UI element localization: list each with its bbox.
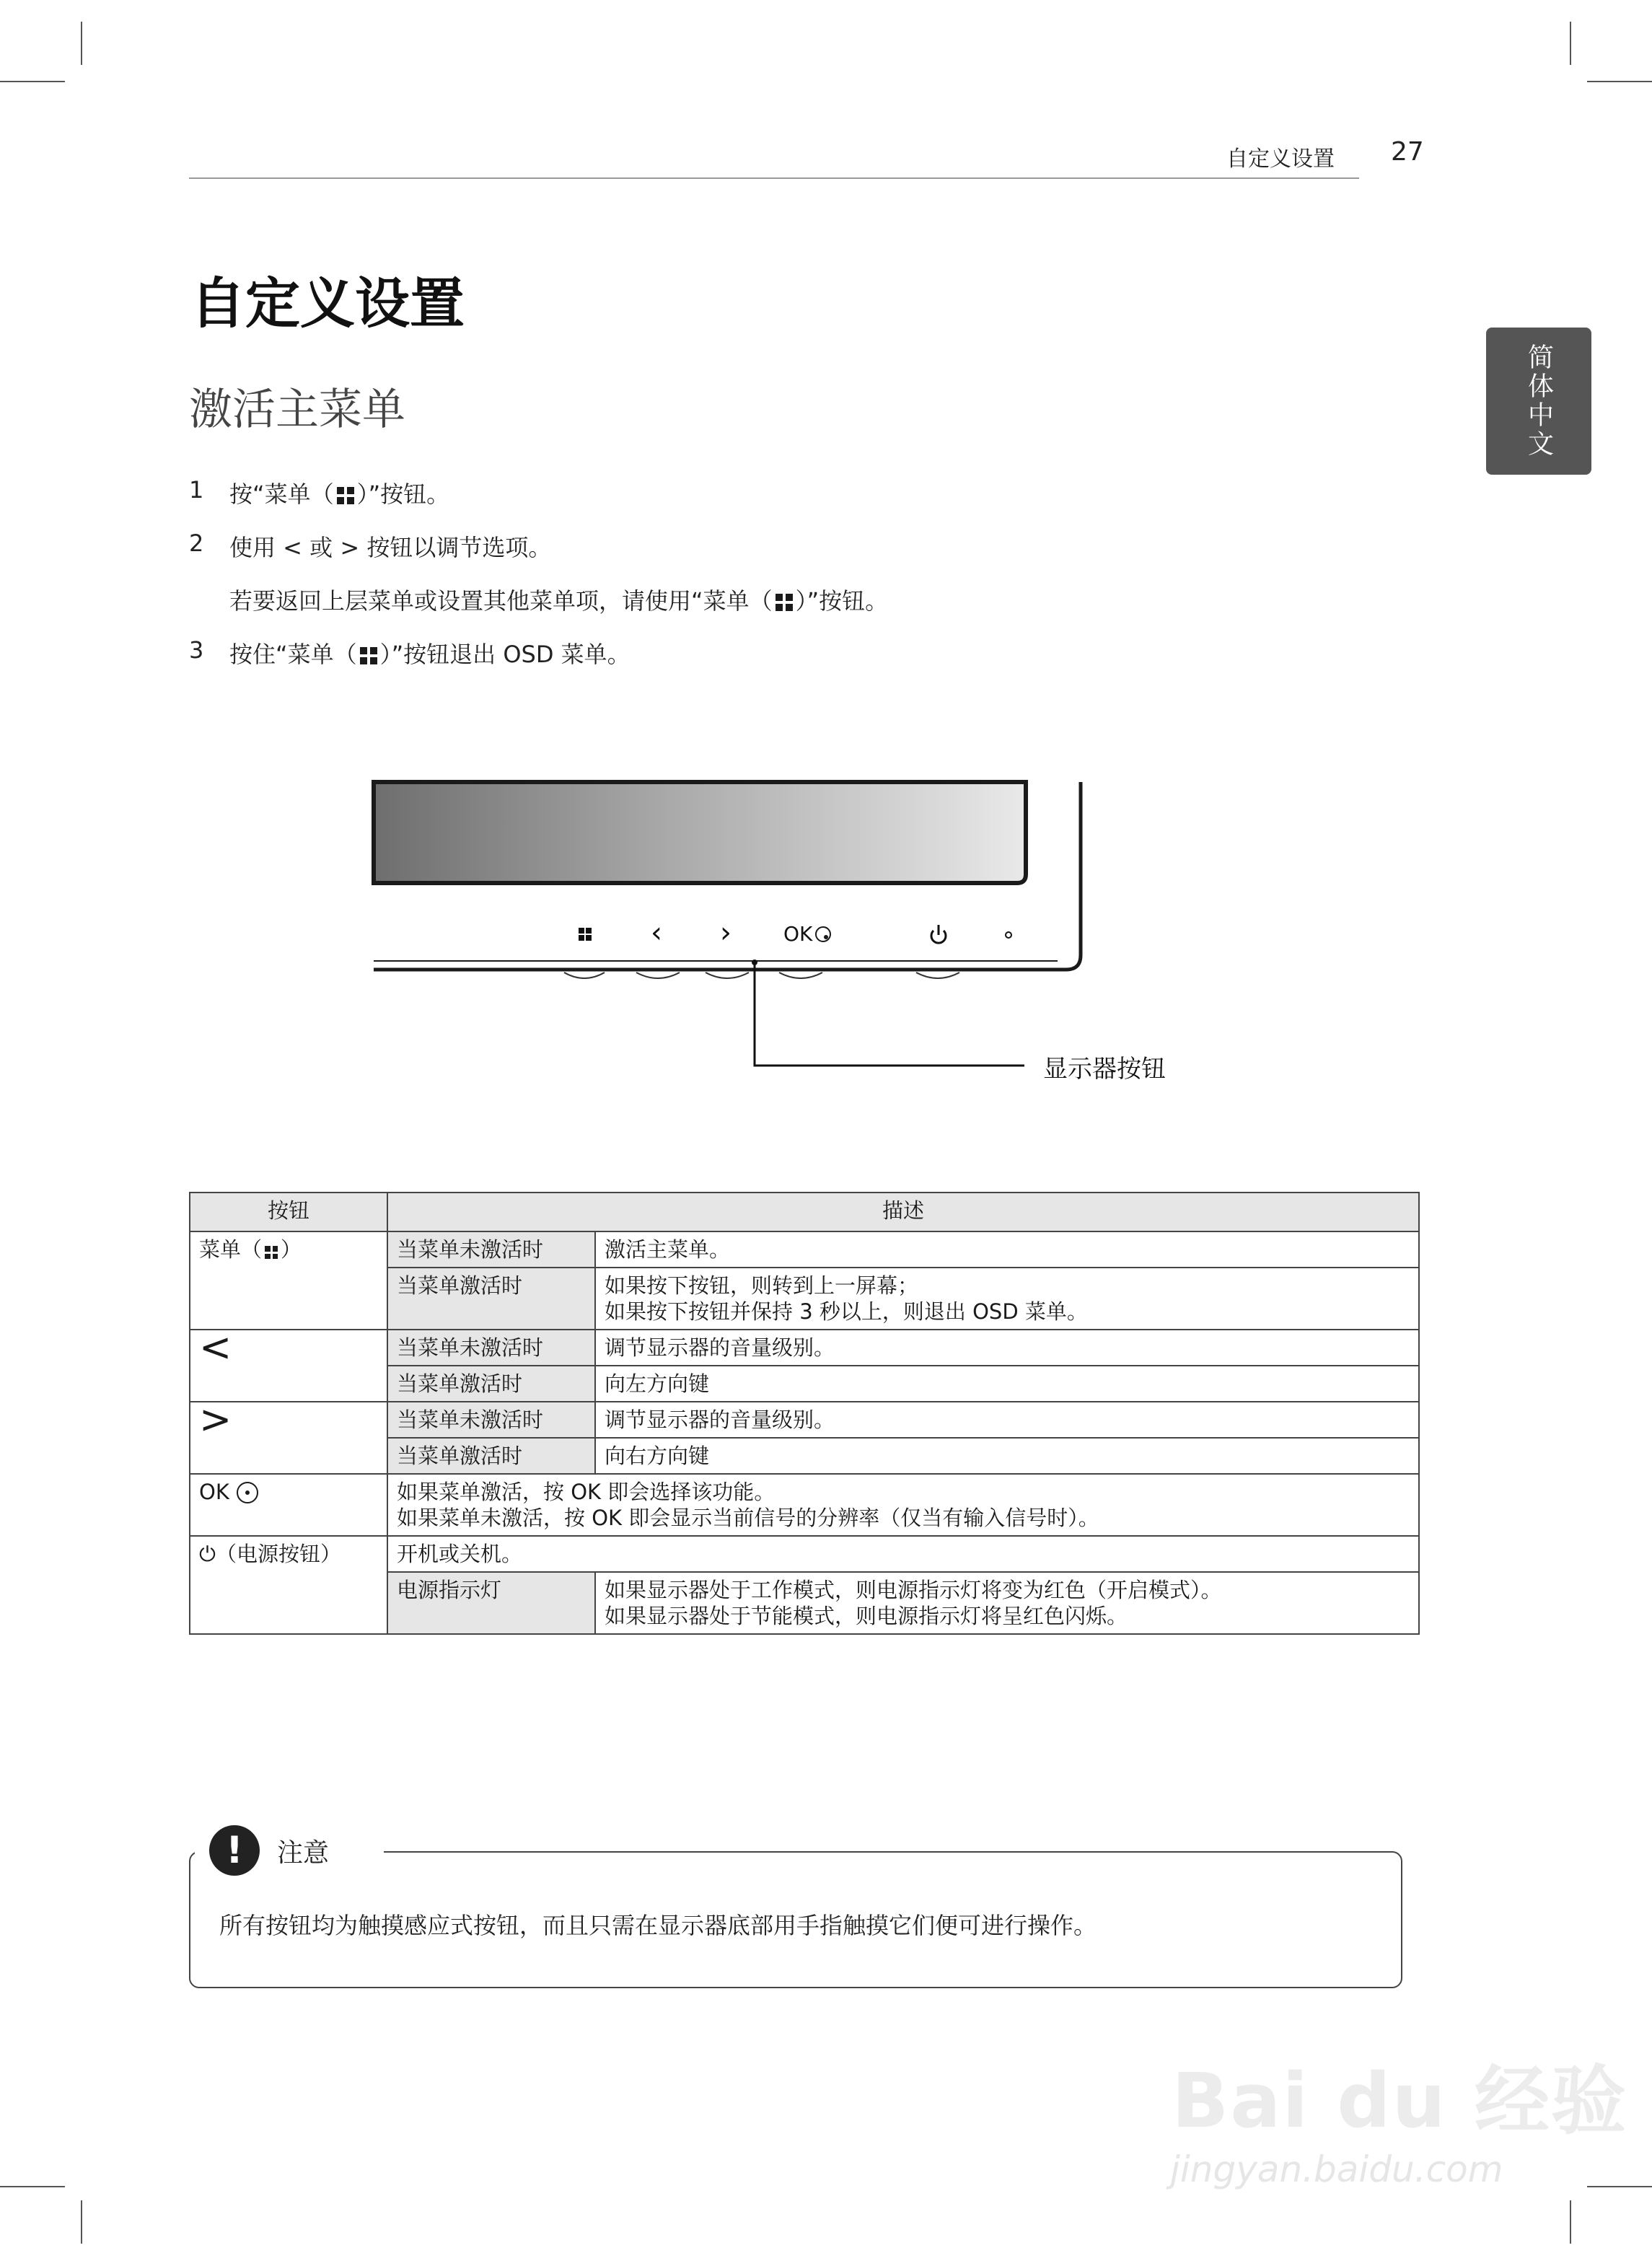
description-cell: 向右方向键 bbox=[595, 1438, 1419, 1474]
page-number: 27 bbox=[1391, 137, 1424, 167]
step-number: 1 bbox=[189, 476, 204, 504]
description-cell bbox=[595, 1268, 1419, 1330]
running-header: 自定义设置 bbox=[1226, 146, 1335, 172]
step-text-before: 若要返回上层菜单或设置其他菜单项，请使用“菜单（ bbox=[229, 587, 773, 615]
power-led bbox=[1006, 932, 1011, 938]
description-line: 如果显示器处于节能模式，则电源指示灯将呈红色闪烁。 bbox=[605, 1604, 1128, 1628]
step-text-before: 按住“菜单（ bbox=[229, 641, 357, 668]
button-table bbox=[189, 1192, 1420, 1635]
step-number: 2 bbox=[189, 530, 204, 557]
watermark-url: jingyan.baidu.com bbox=[1170, 2148, 1503, 2190]
description-line: 如果按下按钮并保持 3 秒以上，则退出 OSD 菜单。 bbox=[605, 1299, 1088, 1324]
menu-icon bbox=[360, 647, 377, 664]
step-text bbox=[229, 636, 631, 669]
menu-label: 菜单（ bbox=[199, 1237, 263, 1262]
condition-cell: 当菜单未激活时 bbox=[387, 1231, 595, 1268]
description-cell bbox=[595, 1572, 1419, 1634]
power-icon: ⏻ bbox=[199, 1542, 216, 1566]
menu-icon bbox=[337, 487, 354, 504]
description-line: 如果菜单未激活，按 OK 即会显示当前信号的分辨率（仅当有输入信号时）。 bbox=[397, 1506, 1099, 1530]
crop-mark bbox=[1587, 81, 1652, 82]
callout-label: 显示器按钮 bbox=[1043, 1055, 1166, 1084]
table-row bbox=[190, 1536, 1419, 1572]
step-text bbox=[229, 583, 888, 616]
crop-mark bbox=[1570, 22, 1571, 65]
table-header-row bbox=[190, 1193, 1419, 1231]
step-text-after: ）”按钮。 bbox=[356, 480, 450, 508]
description-line: 如果显示器处于工作模式，则电源指示灯将变为红色（开启模式）。 bbox=[605, 1578, 1222, 1602]
language-tab bbox=[1486, 328, 1591, 475]
right-arrow-icon: > bbox=[190, 1402, 387, 1474]
description-line: 如果按下按钮，则转到上一屏幕； bbox=[605, 1273, 919, 1298]
watermark-brand: Bai du 经验 bbox=[1172, 2057, 1627, 2145]
crop-mark bbox=[81, 2200, 82, 2244]
condition-cell: 当菜单激活时 bbox=[387, 1366, 595, 1402]
right-button-label: › bbox=[720, 916, 731, 949]
monitor-screen bbox=[374, 782, 1026, 883]
warning-icon: ! bbox=[209, 1825, 260, 1876]
ok-text: OK bbox=[783, 922, 813, 946]
description-cell: 开机或关机。 bbox=[387, 1536, 1419, 1572]
crop-mark bbox=[1570, 2200, 1571, 2244]
ok-circle-icon bbox=[237, 1482, 258, 1503]
ok-circle-icon bbox=[815, 926, 831, 942]
condition-cell: 当菜单激活时 bbox=[387, 1438, 595, 1474]
step-text bbox=[229, 476, 449, 509]
step-text-after: ）”按钮。 bbox=[795, 587, 889, 615]
note-body: 所有按钮均为触摸感应式按钮，而且只需在显示器底部用手指触摸它们便可进行操作。 bbox=[219, 1912, 1097, 1939]
description-cell bbox=[387, 1474, 1419, 1536]
condition-cell: 当菜单激活时 bbox=[387, 1268, 595, 1330]
table-row bbox=[190, 1402, 1419, 1438]
condition-cell: 电源指示灯 bbox=[387, 1572, 595, 1634]
ok-cell bbox=[190, 1474, 387, 1536]
page-title: 自定义设置 bbox=[190, 271, 465, 335]
crop-mark bbox=[81, 22, 82, 65]
description-cell: 激活主菜单。 bbox=[595, 1231, 1419, 1268]
crop-mark bbox=[1587, 2186, 1652, 2187]
crop-mark bbox=[0, 81, 65, 82]
header-description: 描述 bbox=[387, 1193, 1419, 1231]
step-text-before: 按“菜单（ bbox=[229, 480, 334, 508]
crop-mark bbox=[0, 2186, 65, 2187]
language-tab-label: 简体中文 bbox=[1524, 343, 1554, 459]
description-line: 如果菜单激活，按 OK 即会选择该功能。 bbox=[397, 1480, 776, 1504]
description-cell: 调节显示器的音量级别。 bbox=[595, 1330, 1419, 1366]
step-number: 3 bbox=[189, 636, 204, 664]
power-button-icon bbox=[931, 925, 946, 943]
condition-cell: 当菜单未激活时 bbox=[387, 1402, 595, 1438]
description-cell: 调节显示器的音量级别。 bbox=[595, 1402, 1419, 1438]
power-label: （电源按钮） bbox=[215, 1542, 341, 1566]
description-cell: 向左方向键 bbox=[595, 1366, 1419, 1402]
header-button: 按钮 bbox=[190, 1193, 387, 1231]
step-text-after: ）”按钮退出 OSD 菜单。 bbox=[379, 641, 631, 668]
menu-icon bbox=[265, 1246, 278, 1259]
menu-label-after: ） bbox=[281, 1237, 302, 1262]
table-row bbox=[190, 1231, 1419, 1268]
header-rule bbox=[189, 177, 1359, 179]
ok-label: OK bbox=[199, 1480, 229, 1504]
monitor-illustration bbox=[361, 765, 1198, 1082]
note-title: 注意 bbox=[277, 1838, 330, 1868]
left-arrow-icon: < bbox=[190, 1330, 387, 1402]
power-cell bbox=[190, 1536, 387, 1634]
section-title: 激活主菜单 bbox=[189, 385, 405, 435]
step-text: 使用 < 或 > 按钮以调节选项。 bbox=[229, 534, 552, 561]
menu-icon bbox=[776, 594, 793, 611]
table-row bbox=[190, 1474, 1419, 1536]
left-button-label: ‹ bbox=[651, 916, 662, 949]
ok-button-label bbox=[783, 922, 831, 946]
menu-button-icon bbox=[579, 928, 592, 941]
menu-cell bbox=[190, 1231, 387, 1330]
table-row bbox=[190, 1330, 1419, 1366]
condition-cell: 当菜单未激活时 bbox=[387, 1330, 595, 1366]
